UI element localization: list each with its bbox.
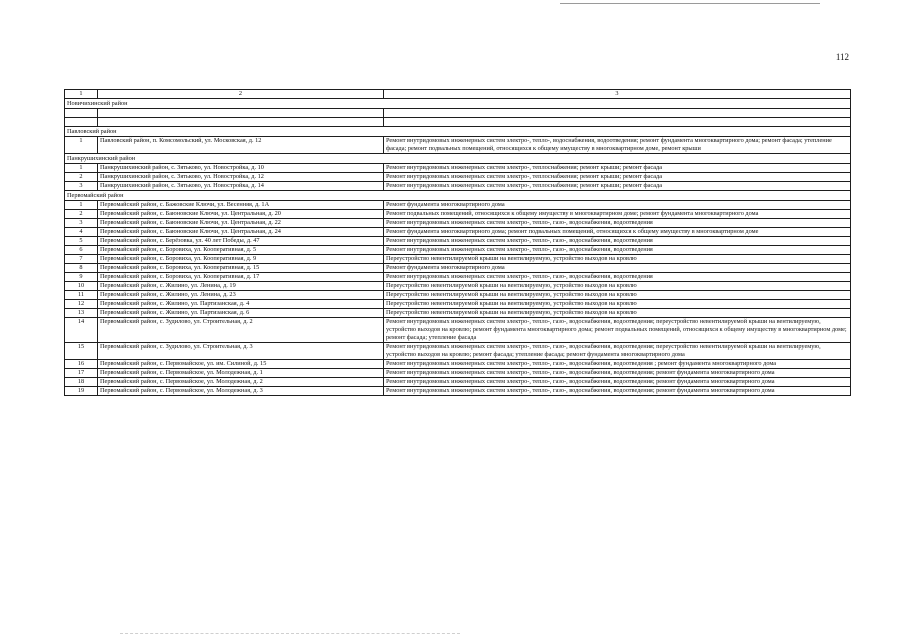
row-work: Ремонт фундамента многоквартирного дома: [384, 201, 851, 210]
blank-cell: [384, 109, 851, 118]
row-address: Первомайский район, с. Баюновские Ключи, ул. Центральная, д. 20: [98, 210, 384, 219]
table-row: [65, 343, 851, 360]
table-row: [65, 378, 851, 387]
page-number: 112: [835, 52, 849, 62]
row-address: Панкрушихинский район, с. Зятьково, ул. Новостройка, д. 14: [98, 182, 384, 191]
table-row: [65, 173, 851, 182]
row-number: 3: [65, 219, 98, 228]
row-work: Ремонт внутридомовых инженерных систем электро-, тепло-, газо-, водоснабжения, водоотведения: [384, 219, 851, 228]
row-address: Первомайский район, с. Баюновские Ключи, ул. Центральная, д. 22: [98, 219, 384, 228]
header-col-3: 3: [384, 90, 851, 99]
row-work: Переустройство невентилируемой крыши на вентилируемую, устройство выходов на кровлю: [384, 291, 851, 300]
table-row: [65, 264, 851, 273]
district-name: Первомайский район: [65, 191, 851, 201]
table-row: [65, 219, 851, 228]
row-number: 17: [65, 369, 98, 378]
row-work: Ремонт внутридомовых инженерных систем электро-, тепло-, газо-, водоснабжения, водоотведения; переустройство невентилируемой крыши на вентилируемую, устройство выходов на кровлю; ремонт фундамента многоквартирного дома; ремонт подвальных помещений, относящихся к общему имуществу в многоквартирном доме; ремонт фасада; утепление фасада: [384, 318, 851, 343]
row-number: 11: [65, 291, 98, 300]
row-work: Переустройство невентилируемой крыши на вентилируемую, устройство выходов на кровлю: [384, 255, 851, 264]
row-address: Первомайский район, с. Жилино, ул. Партизанская, д. 4: [98, 300, 384, 309]
row-work: Ремонт внутридомовых инженерных систем электро-, тепло-, газо-, водоснабжения, водоотведения ; ремонт фундамента многоквартирного дома: [384, 360, 851, 369]
row-number: 7: [65, 255, 98, 264]
table-row: [65, 387, 851, 396]
table-row: [65, 300, 851, 309]
row-work: Ремонт внутридомовых инженерных систем электро-, тепло-, газо-, водоснабжения, водоотведения: [384, 273, 851, 282]
table-row: [65, 273, 851, 282]
row-address: Первомайский район, с. Бажовские Ключи, ул. Весенняя, д. 1А: [98, 201, 384, 210]
row-number: 2: [65, 210, 98, 219]
blank-row: [65, 109, 851, 118]
table-row: [65, 137, 851, 154]
row-work: Ремонт внутридомовых инженерных систем электро-, теплоснабжения; ремонт крыши; ремонт фасада: [384, 173, 851, 182]
row-work: Ремонт внутридомовых инженерных систем электро-, тепло-, газо-, водоснабжения, водоотведения; ремонт фундамента многоквартирного дома: [384, 369, 851, 378]
row-number: 9: [65, 273, 98, 282]
row-work: Ремонт внутридомовых инженерных систем электро-, тепло-, газо-, водоснабжения, водоотведения: [384, 246, 851, 255]
row-work: Ремонт внутридомовых инженерных систем электро-, тепло-, газо-, водоснабжения, водоотведения; переустройство невентилируемой крыши на вентилируемую, устройство выходов на кровлю; ремонт фасада; утепление фасада; ремонт фундамента многоквартирного дома: [384, 343, 851, 360]
row-work: Ремонт фундамента многоквартирного дома: [384, 264, 851, 273]
table-row: [65, 255, 851, 264]
table-row: [65, 237, 851, 246]
district-name: Павловский район: [65, 127, 851, 137]
table-row: [65, 318, 851, 343]
row-number: 15: [65, 343, 98, 360]
top-rule: [560, 3, 820, 4]
row-work: Ремонт внутридомовых инженерных систем электро-, тепло-, водоснабжения, водоотведения; ремонт фундамента многоквартирного дома; ремонт фасада; утепление фасада; ремонт подвальных помещений, относящихся к общему имуществу в многоквартирном доме, ремонт крыши: [384, 137, 851, 154]
row-address: Первомайский район, с. Жилино, ул. Партизанская, д. 6: [98, 309, 384, 318]
row-address: Павловский район, п. Комсомольский, ул. Московская, д. 12: [98, 137, 384, 154]
row-address: Панкрушихинский район, с. Зятьково, ул. Новостройка, д. 10: [98, 164, 384, 173]
district-row: [65, 191, 851, 201]
row-address: Первомайский район, с. Зудилово, ул. Строительная, д. 3: [98, 343, 384, 360]
blank-cell: [65, 118, 98, 127]
row-number: 19: [65, 387, 98, 396]
table-row: [65, 309, 851, 318]
row-address: Первомайский район, с. Берёзовка, ул. 40 лет Победы, д. 47: [98, 237, 384, 246]
row-number: 8: [65, 264, 98, 273]
district-row: [65, 154, 851, 164]
table-body: [65, 90, 851, 396]
district-name: Панкрушихинский район: [65, 154, 851, 164]
blank-cell: [65, 109, 98, 118]
row-address: Первомайский район, с. Баюновские Ключи, ул. Центральная, д. 24: [98, 228, 384, 237]
row-work: Ремонт внутридомовых инженерных систем электро-, тепло-, газо-, водоснабжения, водоотведения: [384, 237, 851, 246]
row-number: 16: [65, 360, 98, 369]
row-number: 1: [65, 201, 98, 210]
row-number: 1: [65, 164, 98, 173]
row-work: Ремонт внутридомовых инженерных систем электро-, теплоснабжения; ремонт крыши; ремонт фасада: [384, 182, 851, 191]
row-work: Ремонт внутридомовых инженерных систем электро-, тепло-, газо-, водоснабжения, водоотведения; ремонт фундамента многоквартирного дома: [384, 387, 851, 396]
row-number: 12: [65, 300, 98, 309]
header-col-1: 1: [65, 90, 98, 99]
row-number: 13: [65, 309, 98, 318]
bottom-rule: [120, 633, 460, 634]
row-number: 6: [65, 246, 98, 255]
blank-cell: [384, 118, 851, 127]
row-address: Первомайский район, с. Первомайское, ул. Молодежная, д. 1: [98, 369, 384, 378]
table-row: [65, 291, 851, 300]
table-row: [65, 182, 851, 191]
row-work: Ремонт подвальных помещений, относящихся к общему имуществу в многоквартирном доме; ремонт фундамента многоквартирного дома: [384, 210, 851, 219]
district-row: [65, 127, 851, 137]
repair-table: [64, 89, 851, 396]
table-row: [65, 369, 851, 378]
row-address: Первомайский район, с. Первомайское, ул. Молодежная, д. 2: [98, 378, 384, 387]
table-row: [65, 201, 851, 210]
row-address: Первомайский район, с. Боровиха, ул. Кооперативная, д. 9: [98, 255, 384, 264]
row-address: Первомайский район, с. Первомайское, ул. им. Силиной, д. 15: [98, 360, 384, 369]
table-row: [65, 210, 851, 219]
table-row: [65, 164, 851, 173]
row-work: Переустройство невентилируемой крыши на вентилируемую, устройство выходов на кровлю: [384, 282, 851, 291]
row-number: 1: [65, 137, 98, 154]
row-address: Первомайский район, с. Боровиха, ул. Кооперативная, д. 5: [98, 246, 384, 255]
row-address: Первомайский район, с. Зудилово, ул. Строительная, д. 2: [98, 318, 384, 343]
row-number: 18: [65, 378, 98, 387]
row-work: Переустройство невентилируемой крыши на вентилируемую, устройство выходов на кровлю: [384, 300, 851, 309]
row-address: Первомайский район, с. Боровиха, ул. Кооперативная, д. 17: [98, 273, 384, 282]
row-address: Первомайский район, с. Первомайское, ул. Молодежная, д. 3: [98, 387, 384, 396]
row-number: 4: [65, 228, 98, 237]
table-row: [65, 282, 851, 291]
district-row: [65, 99, 851, 109]
header-row: [65, 90, 851, 99]
row-number: 3: [65, 182, 98, 191]
row-number: 2: [65, 173, 98, 182]
row-number: 14: [65, 318, 98, 343]
blank-cell: [98, 109, 384, 118]
row-number: 10: [65, 282, 98, 291]
row-address: Первомайский район, с. Жилино, ул. Ленина, д. 19: [98, 282, 384, 291]
row-address: Первомайский район, с. Боровиха, ул. Кооперативная, д. 15: [98, 264, 384, 273]
blank-row: [65, 118, 851, 127]
district-name: Новичихинский район: [65, 99, 851, 109]
row-address: Первомайский район, с. Жилино, ул. Ленина, д. 23: [98, 291, 384, 300]
row-work: Ремонт внутридомовых инженерных систем электро-, тепло-, газо-, водоснабжения, водоотведения; ремонт фундамента многоквартирного дома: [384, 378, 851, 387]
row-work: Переустройство невентилируемой крыши на вентилируемую, устройство выходов на кровлю: [384, 309, 851, 318]
row-work: Ремонт внутридомовых инженерных систем электро-, теплоснабжения; ремонт крыши; ремонт фасада: [384, 164, 851, 173]
table-row: [65, 246, 851, 255]
row-address: Панкрушихинский район, с. Зятьково, ул. Новостройка, д. 12: [98, 173, 384, 182]
blank-cell: [98, 118, 384, 127]
table-row: [65, 228, 851, 237]
row-number: 5: [65, 237, 98, 246]
header-col-2: 2: [98, 90, 384, 99]
row-work: Ремонт фундамента многоквартирного дома; ремонт подвальных помещений, относящихся к общему имуществу в многоквартирном доме: [384, 228, 851, 237]
table-row: [65, 360, 851, 369]
